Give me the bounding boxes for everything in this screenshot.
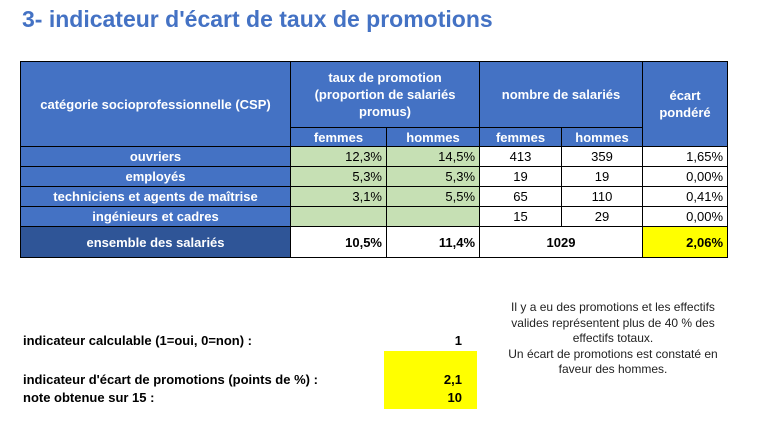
cell-nb-hommes[interactable]: 110 bbox=[562, 187, 643, 207]
ecart-label: indicateur d'écart de promotions (points de %) : bbox=[23, 372, 318, 387]
cell-taux-hommes[interactable]: 5,5% bbox=[387, 187, 480, 207]
total-ecart: 2,06% bbox=[643, 227, 728, 258]
note-label: note obtenue sur 15 : bbox=[23, 390, 155, 405]
subheader-nb-hommes: hommes bbox=[562, 128, 643, 147]
promotion-table bbox=[20, 61, 728, 258]
header-csp: catégorie socioprofessionnelle (CSP) bbox=[21, 62, 291, 147]
subheader-taux-femmes: femmes bbox=[291, 128, 387, 147]
table-row bbox=[21, 147, 728, 167]
row-category: ouvriers bbox=[21, 147, 291, 167]
table-row bbox=[21, 167, 728, 187]
cell-ecart: 0,00% bbox=[643, 167, 728, 187]
header-row bbox=[21, 62, 728, 128]
subheader-nb-femmes: femmes bbox=[480, 128, 562, 147]
table-row bbox=[21, 187, 728, 207]
cell-nb-femmes[interactable]: 19 bbox=[480, 167, 562, 187]
cell-nb-hommes[interactable]: 359 bbox=[562, 147, 643, 167]
total-taux-femmes: 10,5% bbox=[291, 227, 387, 258]
total-taux-hommes: 11,4% bbox=[387, 227, 480, 258]
note-value: 10 bbox=[447, 390, 462, 405]
note-line: effectifs totaux. bbox=[572, 331, 654, 345]
note-line: Un écart de promotions est constaté en bbox=[508, 346, 718, 361]
explanation-note bbox=[478, 300, 748, 378]
cell-nb-hommes[interactable]: 19 bbox=[562, 167, 643, 187]
cell-taux-femmes[interactable]: 5,3% bbox=[291, 167, 387, 187]
header-nombre: nombre de salariés bbox=[480, 62, 643, 128]
table-row bbox=[21, 207, 728, 227]
total-nb-salaries: 1029 bbox=[480, 227, 643, 258]
calculable-value: 1 bbox=[454, 333, 462, 348]
note-line: Il y a eu des promotions et les effectifs bbox=[511, 300, 715, 314]
total-label: ensemble des salariés bbox=[21, 227, 291, 258]
cell-ecart: 0,41% bbox=[643, 187, 728, 207]
cell-taux-femmes[interactable] bbox=[291, 207, 387, 227]
row-category: ingénieurs et cadres bbox=[21, 207, 291, 227]
page-title: 3- indicateur d'écart de taux de promotions bbox=[22, 6, 493, 32]
cell-nb-femmes[interactable]: 15 bbox=[480, 207, 562, 227]
cell-nb-hommes[interactable]: 29 bbox=[562, 207, 643, 227]
cell-ecart: 1,65% bbox=[643, 147, 728, 167]
cell-taux-hommes[interactable]: 5,3% bbox=[387, 167, 480, 187]
header-ecart: écart pondéré bbox=[643, 62, 728, 147]
ecart-value: 2,1 bbox=[443, 372, 462, 387]
note-line: valides représentent plus de 40 % des bbox=[511, 315, 715, 330]
cell-taux-hommes[interactable]: 14,5% bbox=[387, 147, 480, 167]
cell-taux-femmes[interactable]: 3,1% bbox=[291, 187, 387, 207]
cell-ecart: 0,00% bbox=[643, 207, 728, 227]
row-category: techniciens et agents de maîtrise bbox=[21, 187, 291, 207]
cell-taux-hommes[interactable] bbox=[387, 207, 480, 227]
note-line: faveur des hommes. bbox=[558, 362, 668, 376]
subheader-taux-hommes: hommes bbox=[387, 128, 480, 147]
cell-nb-femmes[interactable]: 65 bbox=[480, 187, 562, 207]
calculable-label: indicateur calculable (1=oui, 0=non) : bbox=[23, 333, 252, 348]
header-taux: taux de promotion (proportion de salariés promus) bbox=[291, 62, 480, 128]
row-category: employés bbox=[21, 167, 291, 187]
cell-taux-femmes[interactable]: 12,3% bbox=[291, 147, 387, 167]
cell-nb-femmes[interactable]: 413 bbox=[480, 147, 562, 167]
total-row bbox=[21, 227, 728, 258]
